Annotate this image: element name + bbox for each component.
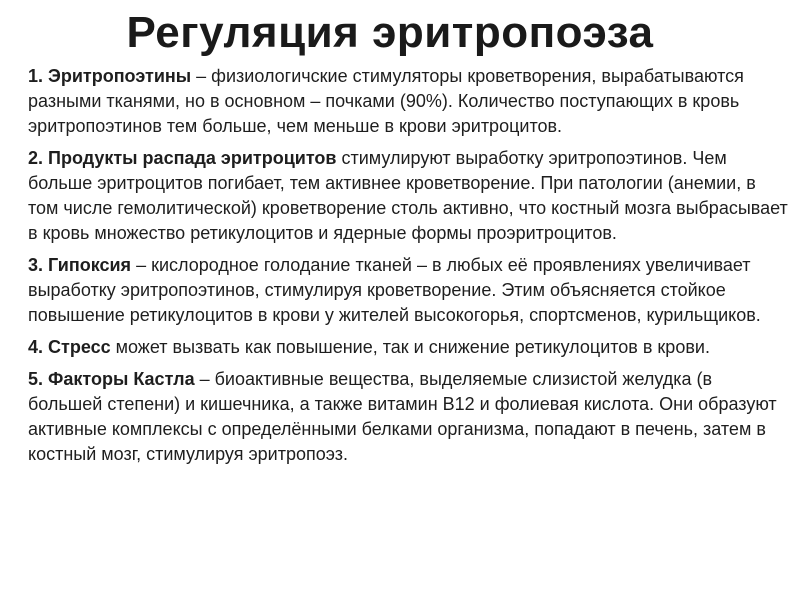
item-number: 3.: [28, 255, 49, 275]
list-item-castle-factors: [28, 367, 788, 467]
item-text: – кислородное голодание тканей – в любых её проявлениях увеличивает выработку эритропоэтинов, стимулируя кроветворение. Этим объясняется стойкое повышение ретикулоцитов в крови у жителей высокогорья, спортсменов, курильщиков.: [28, 255, 761, 325]
item-number: 4.: [28, 337, 49, 357]
item-text: стимулируют выработку эритропоэтинов. Чем больше эритроцитов погибает, тем активнее кроветворение. При патологии (анемии, в том числе гемолитической) кроветворение столь активно, что костный мозга выбрасывает в кровь множество ретикулоцитов и ядерные формы проэритроцитов.: [28, 148, 788, 243]
item-term: Факторы Кастла: [48, 369, 195, 389]
list-item-hypoxia: [28, 253, 788, 328]
slide-title: Регуляция эритропоэза: [126, 8, 654, 57]
item-number: 5.: [28, 369, 49, 389]
item-text: – физиологичские стимуляторы кроветворения, вырабатываются разными тканями, но в основном – почками (90%). Количество поступающих в кровь эритропоэтинов тем больше, чем меньше в крови эритроцитов.: [28, 66, 744, 136]
item-number: 1.: [28, 66, 49, 86]
list-item-stress: [28, 335, 788, 360]
list-item-erythropoietins: [28, 64, 788, 139]
regulation-factors-list: [28, 64, 788, 474]
item-text: может вызвать как повышение, так и снижение ретикулоцитов в крови.: [110, 337, 710, 357]
list-item-decay-products: [28, 146, 788, 246]
item-term: Эритропоэтины: [48, 66, 192, 86]
item-term: Гипоксия: [48, 255, 132, 275]
item-number: 2.: [28, 148, 49, 168]
item-text: – биоактивные вещества, выделяемые слизистой желудка (в большей степени) и кишечника, а также витамин В12 и фолиевая кислота. Они образуют активные комплексы с определёнными белками организма, попадают в печень, затем в костный мозг, стимулируя эритропоэз.: [28, 369, 777, 464]
item-term: Стресс: [48, 337, 111, 357]
item-term: Продукты распада эритроцитов: [48, 148, 337, 168]
